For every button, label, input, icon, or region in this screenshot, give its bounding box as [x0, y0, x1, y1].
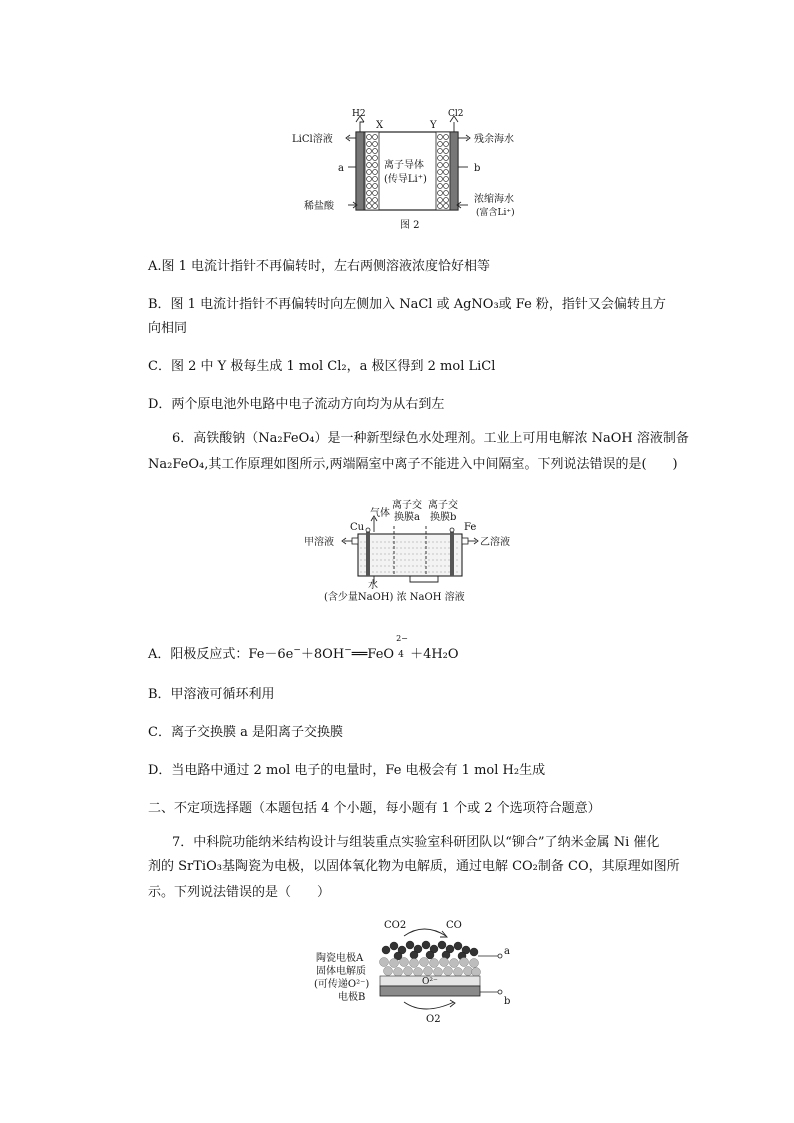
concentrated-label: 浓缩海水: [474, 194, 514, 205]
cl2-label: Cl2: [448, 109, 464, 119]
figure-caption: 图 2: [400, 220, 420, 231]
jia-solution-label: 甲溶液: [304, 537, 334, 548]
figure-6-electrolysis-tank: [300, 496, 524, 606]
x-label: X: [376, 120, 384, 131]
terminal-a-label: a: [504, 946, 510, 957]
ceramic-electrode-label: 陶瓷电极A: [316, 953, 364, 964]
rich-li-label: (富含Li⁺): [476, 208, 515, 218]
q6-option-a-sup: 2−: [396, 634, 408, 643]
yi-solution-label: 乙溶液: [480, 537, 510, 548]
o2-label: O2: [426, 1014, 441, 1022]
terminal-b-label: b: [504, 996, 511, 1007]
solid-electrolyte-label: 固体电解质: [316, 966, 366, 977]
q5-option-c: C．图 2 中 Y 极每生成 1 mol Cl₂，a 极区得到 2 mol LiCl: [148, 359, 496, 374]
q6-option-a-mid: ＋8OH: [300, 647, 345, 662]
q6-option-a: A．阳极反应式：Fe－6e−＋8OH−══FeO 2− 4 ＋4H₂O: [148, 640, 459, 664]
figure-7-co2-electrolysis: [312, 912, 524, 1022]
membrane-a-line2: 换膜a: [394, 512, 420, 523]
q6-option-a-end: ＋4H₂O: [410, 647, 459, 662]
q7-stem-line3: 示。下列说法错误的是（ ）: [148, 885, 331, 900]
acid-label: 稀盐酸: [304, 201, 334, 212]
q5-option-b-line1: B．图 1 电流计指针不再偏转时向左侧加入 NaCl 或 AgNO₃或 Fe 粉，指针又会偏转且方: [148, 297, 666, 312]
q6-option-a-prefix: A．阳极反应式：Fe－6e: [148, 647, 294, 662]
gas-label: 气体: [370, 508, 390, 519]
section-2-heading: 二、不定项选择题（本题包括 4 个小题，每小题有 1 个或 2 个选项符合题意）: [148, 801, 601, 816]
electrode-b-label: 电极B: [338, 992, 366, 1003]
naoh-label: (含少量NaOH) 浓 NaOH 溶液: [324, 592, 465, 603]
q5-option-a: A.图 1 电流计指针不再偏转时，左右两侧溶液浓度恰好相等: [148, 259, 491, 274]
fe-label: Fe: [464, 522, 477, 533]
water-label: 水: [368, 580, 378, 591]
q6-option-a-eq: ══FeO: [351, 647, 395, 662]
membrane-b-line1: 离子交: [428, 500, 458, 511]
ion-conductor-label: 离子导体: [384, 160, 424, 171]
q6-option-d: D．当电路中通过 2 mol 电子的电量时，Fe 电极会有 1 mol H₂生成: [148, 763, 546, 778]
y-label: Y: [430, 120, 437, 131]
q6-option-a-sub: 4: [398, 650, 404, 660]
conduct-li-label: (传导Li⁺): [384, 174, 427, 185]
residual-label: 残余海水: [474, 134, 514, 145]
co2-label: CO2: [384, 920, 407, 931]
membrane-b-line2: 换膜b: [430, 512, 457, 523]
licl-label: LiCl溶液: [292, 134, 333, 145]
membrane-a-line1: 离子交: [392, 500, 422, 511]
oxide-ion-label: O²⁻: [422, 977, 438, 987]
q6-stem-line1: 6．高铁酸钠（Na₂FeO₄）是一种新型绿色水处理剂。工业上可用电解浓 NaOH 溶液制备: [172, 431, 689, 446]
figure-2-electrolysis-cell: [290, 104, 530, 232]
a-label: a: [338, 163, 344, 174]
co-label: CO: [446, 920, 462, 931]
q6-stem-line2: Na₂FeO₄,其工作原理如图所示,两端隔室中离子不能进入中间隔室。下列说法错误的是( ): [148, 457, 678, 472]
h2-label: H2: [352, 109, 366, 119]
b-label: b: [474, 163, 481, 174]
q7-stem-line1: 7．中科院功能纳米结构设计与组装重点实验室科研团队以“铆合”了纳米金属 Ni 催化: [172, 835, 660, 850]
q7-stem-line2: 剂的 SrTiO₃基陶瓷为电极，以固体氧化物为电解质，通过电解 CO₂制备 CO，其原理如图所: [148, 859, 680, 874]
q6-option-b: B．甲溶液可循环利用: [148, 687, 275, 702]
cu-label: Cu: [350, 522, 365, 533]
q5-option-b-line2: 向相同: [148, 321, 188, 336]
q6-option-c: C．离子交换膜 a 是阳离子交换膜: [148, 725, 343, 740]
q5-option-d: D．两个原电池外电路中电子流动方向均为从右到左: [148, 397, 445, 412]
pass-o2-label: (可传递O²⁻): [314, 979, 370, 990]
